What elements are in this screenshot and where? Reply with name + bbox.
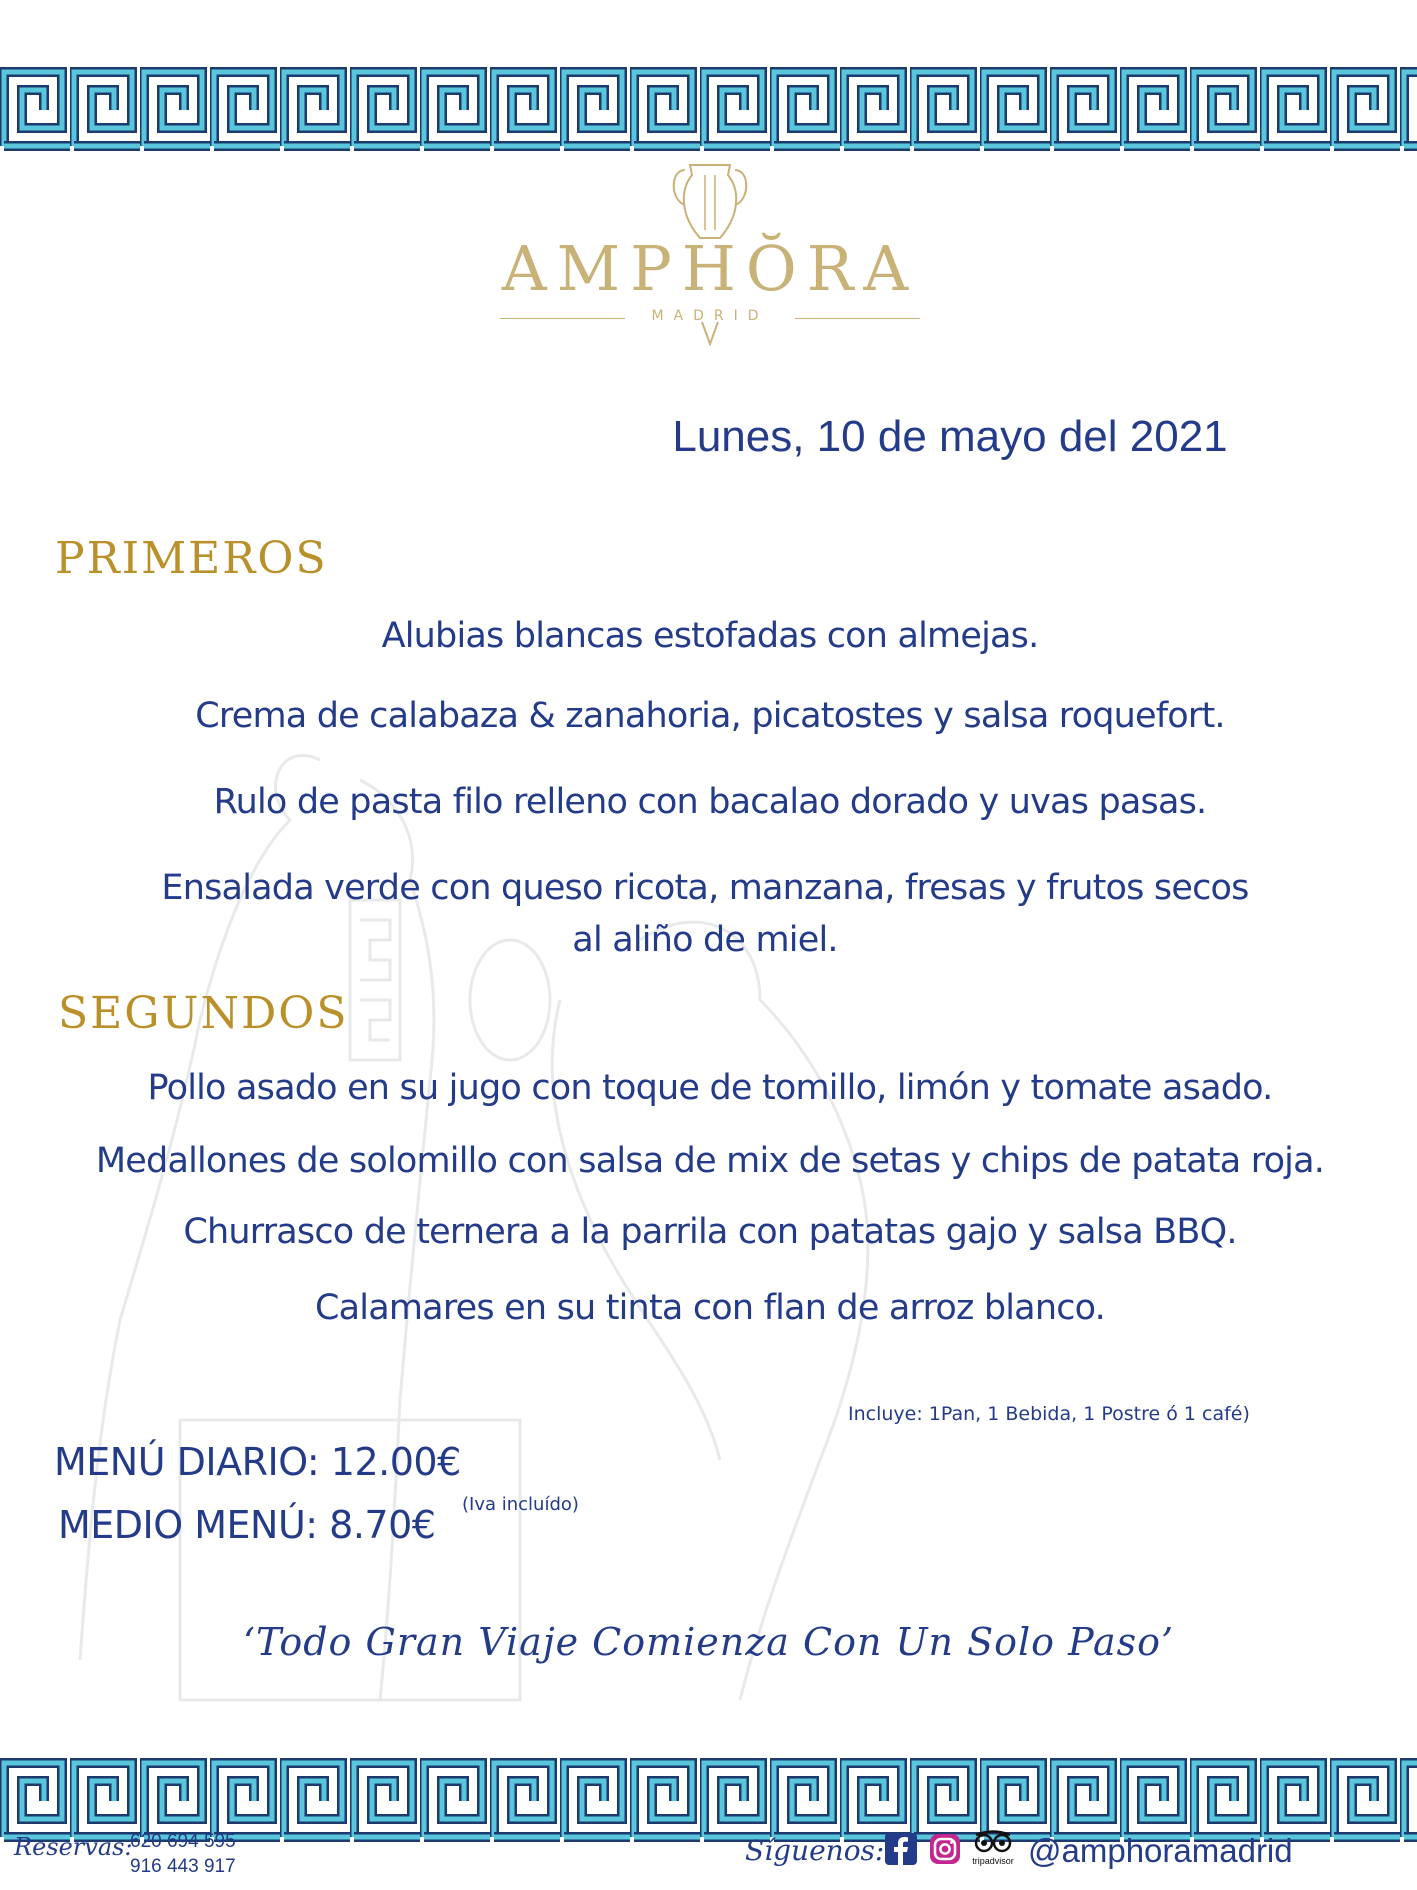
- logo-divider-right: [795, 318, 920, 319]
- instagram-icon[interactable]: [929, 1833, 961, 1865]
- primeros-dish-1: Alubias blancas estofadas con almejas.: [381, 616, 1039, 656]
- tripadvisor-label: tripadvisor: [972, 1856, 1014, 1866]
- logo-v-mark: [700, 320, 720, 346]
- logo-city: MADRID: [651, 308, 769, 324]
- tripadvisor-owl-icon: [970, 1830, 1016, 1854]
- segundos-heading: SEGUNDOS: [58, 988, 349, 1039]
- greek-key-pattern-top: [0, 62, 1417, 152]
- reservas-label: Reservas:: [14, 1833, 133, 1861]
- medio-menu-price: MEDIO MENÚ: 8.70€: [58, 1503, 436, 1547]
- facebook-icon[interactable]: [885, 1833, 917, 1865]
- primeros-dish-2: Crema de calabaza & zanahoria, picatostes y salsa roquefort.: [195, 696, 1225, 736]
- siguenos-label: Síguenos:: [745, 1834, 885, 1867]
- phone-number-2[interactable]: 916 443 917: [130, 1856, 236, 1877]
- menu-date: Lunes, 10 de mayo del 2021: [672, 412, 1228, 461]
- primeros-heading: PRIMEROS: [55, 533, 328, 584]
- social-handle[interactable]: @amphoramadrid: [1028, 1832, 1293, 1869]
- greek-key-border-bottom: [0, 1753, 1417, 1843]
- motto: ‘Todo Gran Viaje Comienza Con Un Solo Paso’: [242, 1620, 1175, 1664]
- phone-number-1[interactable]: 620 694 595: [130, 1831, 236, 1852]
- primeros-dish-3: Rulo de pasta filo relleno con bacalao dorado y uvas pasas.: [213, 782, 1207, 822]
- greek-key-pattern-bottom: [0, 1753, 1417, 1843]
- greek-key-border-top: [0, 62, 1417, 152]
- tripadvisor-icon[interactable]: [970, 1830, 1016, 1870]
- amphora-logo: [500, 160, 920, 350]
- menu-diario-price: MENÚ DIARIO: 12.00€: [54, 1440, 461, 1484]
- segundos-dish-2: Medallones de solomillo con salsa de mix de setas y chips de patata roja.: [95, 1141, 1325, 1181]
- primeros-dish-4: Ensalada verde con queso ricota, manzana, fresas y frutos secos al aliño de miel.: [161, 868, 1249, 960]
- segundos-dish-4: Calamares en su tinta con flan de arroz blanco.: [315, 1288, 1105, 1328]
- incluye-note: Incluye: 1Pan, 1 Bebida, 1 Postre ó 1 café): [848, 1403, 1250, 1425]
- segundos-dish-1: Pollo asado en su jugo con toque de tomillo, limón y tomate asado.: [147, 1068, 1273, 1108]
- segundos-dish-3: Churrasco de ternera a la parrila con patatas gajo y salsa BBQ.: [183, 1212, 1237, 1252]
- amphora-vase-icon: [660, 160, 760, 240]
- logo-brand-name: AMPHŎRA: [501, 232, 919, 305]
- iva-note: (Iva incluído): [462, 1494, 579, 1515]
